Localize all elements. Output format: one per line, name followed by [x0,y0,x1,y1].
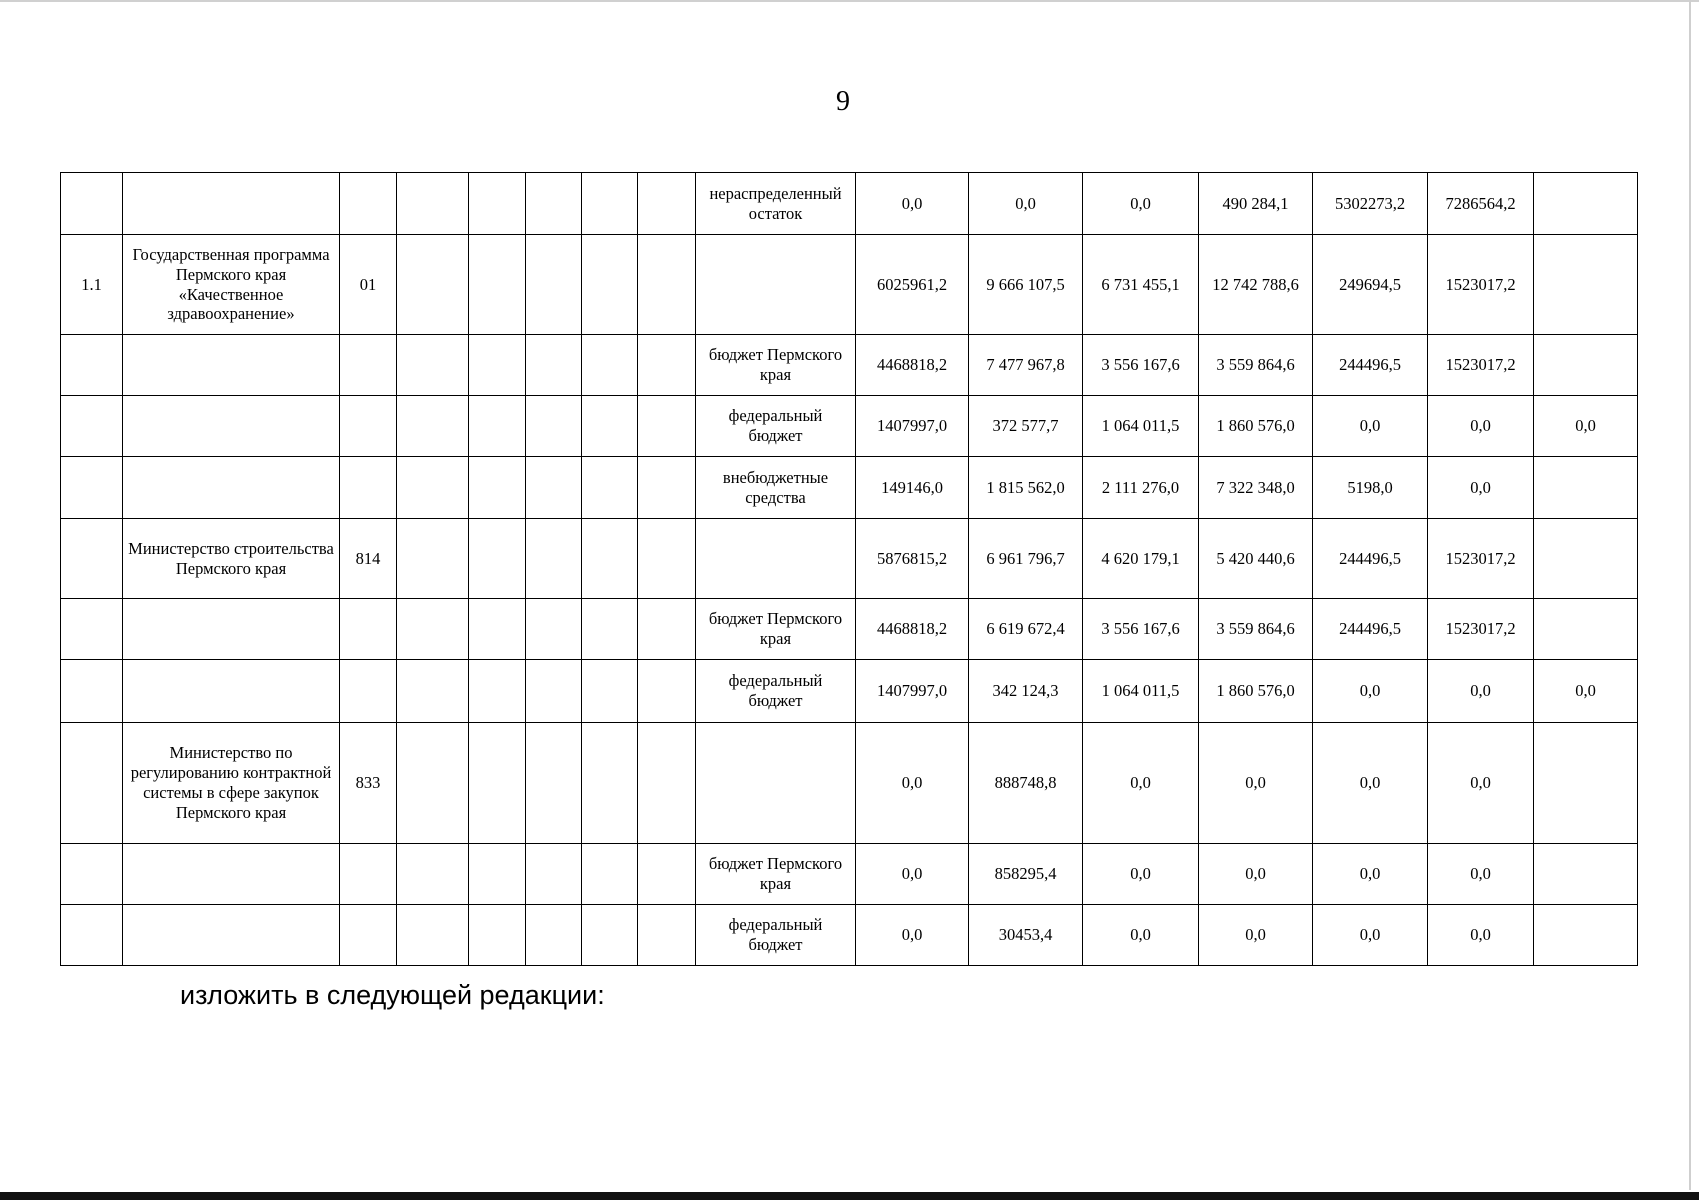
table-cell: 9 666 107,5 [969,235,1083,335]
table-cell [61,457,123,519]
table-cell: 1 815 562,0 [969,457,1083,519]
table-cell [397,235,469,335]
table-cell: 4 620 179,1 [1083,519,1199,599]
table-cell [638,723,696,844]
table-cell [638,844,696,905]
table-cell: Государственная программа Пермского края «Качественное здравоохранение» [123,235,340,335]
table-cell: 888748,8 [969,723,1083,844]
table-cell: 12 742 788,6 [1199,235,1313,335]
table-cell: 6 961 796,7 [969,519,1083,599]
table-cell [582,844,638,905]
table-cell [526,599,582,660]
table-cell: 3 556 167,6 [1083,599,1199,660]
table-cell: 0,0 [1428,723,1534,844]
table-cell [582,173,638,235]
table-cell: 0,0 [1083,905,1199,966]
table-cell: бюджет Пермского края [696,599,856,660]
table-cell: 0,0 [1313,844,1428,905]
table-cell [61,173,123,235]
table-cell: 0,0 [1083,173,1199,235]
table-cell: 0,0 [1199,905,1313,966]
table-cell: 0,0 [856,844,969,905]
table-cell: 372 577,7 [969,396,1083,457]
table-cell: 7 322 348,0 [1199,457,1313,519]
table-cell [582,660,638,723]
table-cell [397,599,469,660]
table-cell: 0,0 [1083,723,1199,844]
table-cell [340,396,397,457]
table-cell: 490 284,1 [1199,173,1313,235]
table-cell [582,599,638,660]
table-cell [526,457,582,519]
table-cell [638,599,696,660]
table-cell [340,660,397,723]
table-cell [397,173,469,235]
table-cell: 6025961,2 [856,235,969,335]
table-cell: 0,0 [1199,844,1313,905]
table-cell [526,519,582,599]
table-cell [469,457,526,519]
table-cell [469,396,526,457]
table-cell: 3 559 864,6 [1199,335,1313,396]
table-cell [1534,519,1638,599]
table-cell [1534,723,1638,844]
table-cell [340,599,397,660]
table-cell [397,457,469,519]
table-cell [696,723,856,844]
table-cell: 244496,5 [1313,335,1428,396]
table-cell [1534,599,1638,660]
table-cell: 5302273,2 [1313,173,1428,235]
bottom-edge [0,1192,1699,1200]
table-cell: 0,0 [1313,396,1428,457]
table-cell [696,235,856,335]
table-cell: 4468818,2 [856,599,969,660]
table-row [61,723,1638,844]
table-cell [340,335,397,396]
table-cell: 2 111 276,0 [1083,457,1199,519]
table-cell: 0,0 [1428,396,1534,457]
table-cell: Министерство по регулированию контрактной системы в сфере закупок Пермского края [123,723,340,844]
table-cell: 0,0 [1313,723,1428,844]
table-cell: 1407997,0 [856,396,969,457]
table-cell [123,335,340,396]
table-cell: федеральный бюджет [696,660,856,723]
table-cell [340,457,397,519]
table-cell: 814 [340,519,397,599]
table-cell: 1 064 011,5 [1083,396,1199,457]
table-cell [526,173,582,235]
table-cell: внебюджетные средства [696,457,856,519]
table-cell: 0,0 [1428,905,1534,966]
budget-table [60,172,1638,966]
table-cell [1534,905,1638,966]
table-cell: 0,0 [856,905,969,966]
table-cell [582,723,638,844]
table-cell [61,519,123,599]
table-cell [469,905,526,966]
table-cell [469,599,526,660]
table-row [61,173,1638,235]
table-cell [638,519,696,599]
table-cell: 7286564,2 [1428,173,1534,235]
table-cell [469,173,526,235]
table-row [61,599,1638,660]
table-row [61,396,1638,457]
page-number: 9 [836,86,850,117]
table-cell: 249694,5 [1313,235,1428,335]
table-cell: бюджет Пермского края [696,335,856,396]
footer-text: изложить в следующей редакции: [180,980,605,1010]
table-cell: 3 559 864,6 [1199,599,1313,660]
table-cell: 0,0 [1083,844,1199,905]
table-cell [123,173,340,235]
table-row [61,660,1638,723]
table-cell [638,457,696,519]
table-cell: 1523017,2 [1428,599,1534,660]
table-cell [582,235,638,335]
table-cell: 6 619 672,4 [969,599,1083,660]
table-cell [123,660,340,723]
table-cell: 858295,4 [969,844,1083,905]
table-cell [61,396,123,457]
table-cell [340,905,397,966]
table-cell [469,660,526,723]
table-cell: 0,0 [1428,844,1534,905]
table-cell [638,660,696,723]
table-cell [340,844,397,905]
table-cell: 1523017,2 [1428,519,1534,599]
table-cell: 0,0 [1313,905,1428,966]
table-cell [397,335,469,396]
table-cell: 244496,5 [1313,599,1428,660]
table-cell: 5198,0 [1313,457,1428,519]
table-cell: 1523017,2 [1428,235,1534,335]
table-cell [638,335,696,396]
table-cell [638,235,696,335]
table-cell: 0,0 [1428,457,1534,519]
table-cell: 0,0 [856,173,969,235]
table-cell [397,519,469,599]
table-cell [1534,235,1638,335]
table-cell: бюджет Пермского края [696,844,856,905]
table-cell: 30453,4 [969,905,1083,966]
table-cell [340,173,397,235]
table-cell [582,335,638,396]
table-cell: 833 [340,723,397,844]
table-cell [582,519,638,599]
table-cell [1534,457,1638,519]
table-cell [526,905,582,966]
table-cell: федеральный бюджет [696,396,856,457]
table-row [61,335,1638,396]
table-cell [397,844,469,905]
table-cell [696,519,856,599]
table-cell: 342 124,3 [969,660,1083,723]
table-cell [1534,844,1638,905]
table-cell [526,335,582,396]
table-cell [582,457,638,519]
table-row [61,457,1638,519]
table-cell [61,844,123,905]
table-cell: 4468818,2 [856,335,969,396]
table-body [61,173,1638,966]
table-cell [61,335,123,396]
table-cell: 1523017,2 [1428,335,1534,396]
table-row [61,905,1638,966]
table-cell [397,396,469,457]
table-cell: 6 731 455,1 [1083,235,1199,335]
table-cell: федеральный бюджет [696,905,856,966]
table-cell [469,235,526,335]
table-cell: 1 860 576,0 [1199,660,1313,723]
table-cell: 0,0 [1428,660,1534,723]
table-cell: 0,0 [1534,396,1638,457]
table-cell: 5876815,2 [856,519,969,599]
table-cell: 244496,5 [1313,519,1428,599]
table-cell [1534,335,1638,396]
table-cell: 149146,0 [856,457,969,519]
table-cell: 1 064 011,5 [1083,660,1199,723]
table-cell: 0,0 [969,173,1083,235]
table-cell [638,173,696,235]
table-cell [397,660,469,723]
table-row [61,519,1638,599]
table-cell [526,396,582,457]
table-cell: 1 860 576,0 [1199,396,1313,457]
right-edge [1689,0,1691,1190]
table-cell [397,723,469,844]
table-cell [61,905,123,966]
table-cell: 0,0 [1313,660,1428,723]
table-cell [61,660,123,723]
table-cell: 0,0 [1534,660,1638,723]
table-cell: нераспределенный остаток [696,173,856,235]
table-cell [123,905,340,966]
table-cell: 3 556 167,6 [1083,335,1199,396]
table-cell [469,723,526,844]
table-cell [397,905,469,966]
table-cell [582,396,638,457]
table-cell [638,396,696,457]
table-cell: 0,0 [856,723,969,844]
table-cell [61,599,123,660]
table-row [61,235,1638,335]
table-cell [123,396,340,457]
table-cell: 7 477 967,8 [969,335,1083,396]
table-cell [123,599,340,660]
table-cell: 0,0 [1199,723,1313,844]
table-cell: 1.1 [61,235,123,335]
table-cell [123,457,340,519]
table-cell [526,844,582,905]
table-cell: Министерство строительства Пермского края [123,519,340,599]
table-cell [1534,173,1638,235]
table-cell [469,844,526,905]
table-cell: 01 [340,235,397,335]
table-cell [526,660,582,723]
table-cell [469,519,526,599]
table-row [61,844,1638,905]
table-cell [526,723,582,844]
table-cell [526,235,582,335]
table-cell [638,905,696,966]
table-cell: 1407997,0 [856,660,969,723]
table-cell [582,905,638,966]
table-cell [469,335,526,396]
table-cell [61,723,123,844]
top-edge [0,0,1699,2]
table-cell [123,844,340,905]
table-cell: 5 420 440,6 [1199,519,1313,599]
